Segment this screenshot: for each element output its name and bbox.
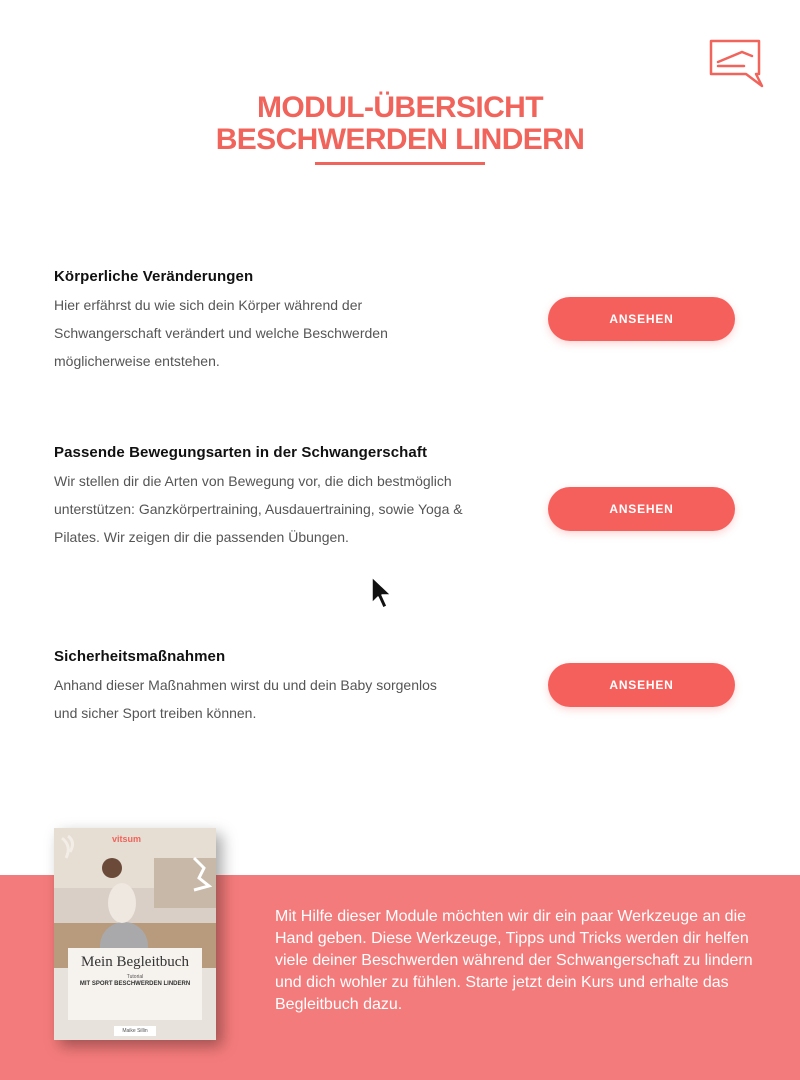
book-subtitle: MIT SPORT BESCHWERDEN LINDERN bbox=[79, 981, 191, 987]
footer-text: Mit Hilfe dieser Module möchten wir dir ein paar Werkzeuge an die Hand geben. Diese Werkzeuge, Tipps und Tricks werden dir helfen viele deiner Beschwerden während der Schwangerschaft zu lindern und dich wohler zu fühlen. Starte jetzt dein Kurs und erhalte das Begleitbuch dazu. bbox=[275, 908, 753, 1013]
page-title bbox=[0, 92, 800, 156]
view-module-1-button[interactable]: ANSEHEN bbox=[548, 297, 735, 341]
mouse-pointer-icon bbox=[370, 575, 394, 611]
book-subtitle-small: Tutorial bbox=[126, 974, 144, 980]
book-cover-photo bbox=[54, 828, 216, 968]
book-title-card bbox=[68, 948, 202, 1020]
view-module-2-button[interactable]: ANSEHEN bbox=[548, 487, 735, 531]
title-line-1: MODUL-ÜBERSICHT bbox=[257, 91, 543, 124]
page-header bbox=[0, 92, 800, 165]
module-title: Körperliche Veränderungen bbox=[54, 268, 254, 285]
title-underline bbox=[315, 162, 485, 165]
module-description: Anhand dieser Maßnahmen wirst du und dein Baby sorgenlos und sicher Sport treiben können. bbox=[54, 677, 437, 721]
module-title: Sicherheitsmaßnahmen bbox=[54, 648, 226, 665]
module-title: Passende Bewegungsarten in der Schwangerschaft bbox=[54, 444, 428, 461]
module-description: Hier erfährst du wie sich dein Körper während der Schwangerschaft verändert und welche Beschwerden möglicherweise entstehen. bbox=[54, 297, 388, 369]
book-brand: vitsum bbox=[112, 834, 142, 844]
title-line-2: BESCHWERDEN LINDERN bbox=[215, 123, 585, 156]
book-title: Mein Begleitbuch bbox=[81, 954, 189, 970]
view-module-3-button[interactable]: ANSEHEN bbox=[548, 663, 735, 707]
book-author: Maike Sillin bbox=[114, 1026, 156, 1036]
chat-bubble-icon[interactable] bbox=[706, 38, 766, 88]
module-description: Wir stellen dir die Arten von Bewegung vor, die dich bestmöglich unterstützen: Ganzkörpertraining, Ausdauertraining, sowie Yoga & Pilates. Wir zeigen dir die passenden Übungen. bbox=[54, 473, 463, 545]
companion-book-cover bbox=[54, 828, 216, 1040]
